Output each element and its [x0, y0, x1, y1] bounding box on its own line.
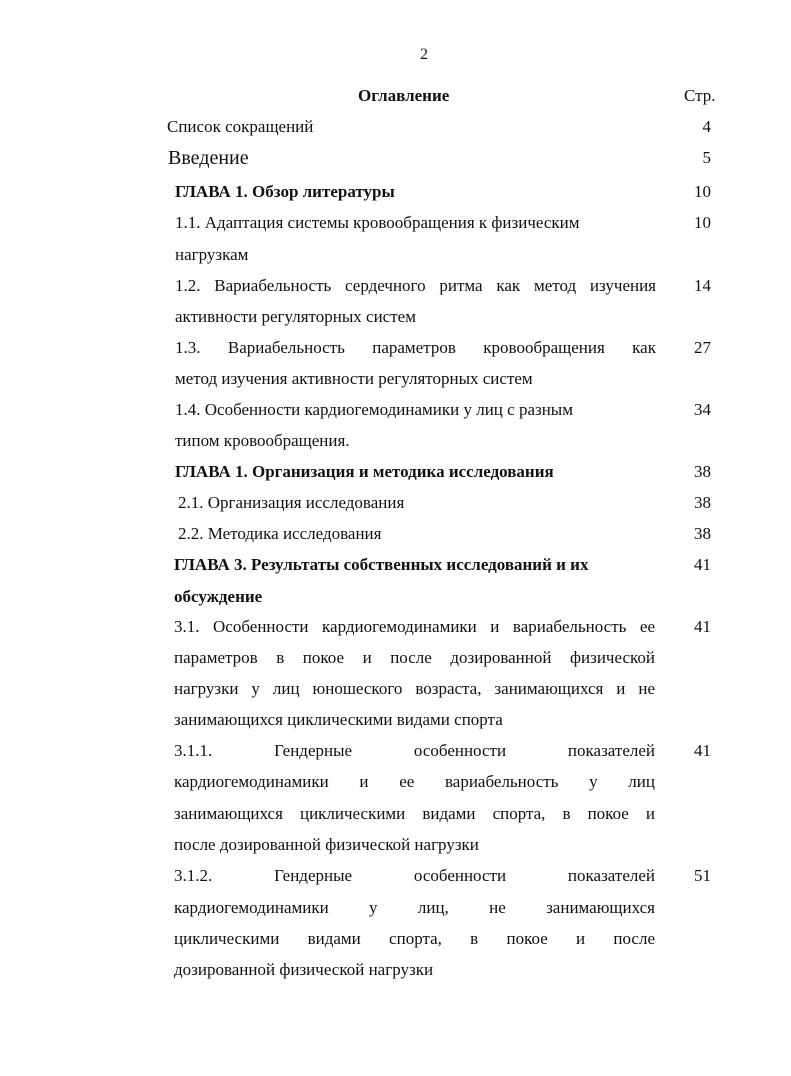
- toc-title: Оглавление: [358, 86, 450, 105]
- toc-entry-3-1-2-line-4[interactable]: дозированной физической нагрузки: [174, 960, 434, 979]
- toc-page-3-1: 41: [694, 617, 711, 636]
- toc-entry-chapter-3-line-1[interactable]: ГЛАВА 3. Результаты собственных исследований и их: [174, 555, 589, 574]
- toc-page-2-1: 38: [694, 493, 711, 512]
- toc-entry-chapter-2[interactable]: ГЛАВА 1. Организация и методика исследования: [175, 462, 554, 481]
- toc-entry-3-1-line-4[interactable]: занимающихся циклическими видами спорта: [174, 710, 503, 729]
- toc-entry-1-4-line-2[interactable]: типом кровообращения.: [175, 431, 350, 450]
- toc-entry-2-2[interactable]: 2.2. Методика исследования: [178, 524, 382, 543]
- toc-entry-3-1-1-line-1[interactable]: 3.1.1. Гендерные особенности показателей: [174, 741, 655, 760]
- toc-entry-1-2-line-2[interactable]: активности регуляторных систем: [175, 307, 416, 326]
- toc-entry-1-1-line-1[interactable]: 1.1. Адаптация системы кровообращения к физическим: [175, 213, 580, 232]
- toc-page-3-1-1: 41: [694, 741, 711, 760]
- toc-entry-1-3-line-2[interactable]: метод изучения активности регуляторных систем: [175, 369, 533, 388]
- toc-entry-2-1[interactable]: 2.1. Организация исследования: [178, 493, 405, 512]
- toc-page-chapter-1: 10: [694, 182, 711, 201]
- toc-entry-1-4-line-1[interactable]: 1.4. Особенности кардиогемодинамики у лиц с разным: [175, 400, 573, 419]
- toc-page-1-1: 10: [694, 213, 711, 232]
- toc-entry-abbreviations[interactable]: Список сокращений: [167, 117, 314, 136]
- toc-entry-chapter-3-line-2[interactable]: обсуждение: [174, 587, 263, 606]
- toc-entry-1-2-line-1[interactable]: 1.2. Вариабельность сердечного ритма как метод изучения: [175, 276, 656, 295]
- toc-entry-3-1-line-1[interactable]: 3.1. Особенности кардиогемодинамики и вариабельность ее: [174, 617, 655, 636]
- toc-page-3-1-2: 51: [694, 866, 711, 885]
- toc-page-abbreviations: 4: [702, 117, 711, 136]
- toc-entry-introduction[interactable]: Введение: [168, 147, 249, 169]
- toc-page-2-2: 38: [694, 524, 711, 543]
- toc-entry-1-1-line-2[interactable]: нагрузкам: [175, 245, 249, 264]
- toc-entry-3-1-line-2[interactable]: параметров в покое и после дозированной физической: [174, 648, 655, 667]
- toc-entry-chapter-1[interactable]: ГЛАВА 1. Обзор литературы: [175, 182, 395, 201]
- toc-entry-1-3-line-1[interactable]: 1.3. Вариабельность параметров кровообращения как: [175, 338, 656, 357]
- toc-entry-3-1-1-line-4[interactable]: после дозированной физической нагрузки: [174, 835, 479, 854]
- toc-entry-3-1-2-line-2[interactable]: кардиогемодинамики у лиц, не занимающихся: [174, 898, 655, 917]
- page-number: 2: [420, 46, 428, 63]
- toc-page-chapter-3: 41: [694, 555, 711, 574]
- page-column-header: Стр.: [684, 86, 716, 105]
- toc-page-chapter-2: 38: [694, 462, 711, 481]
- toc-page-1-2: 14: [694, 276, 711, 295]
- toc-entry-3-1-2-line-1[interactable]: 3.1.2. Гендерные особенности показателей: [174, 866, 655, 885]
- toc-page-1-3: 27: [694, 338, 711, 357]
- toc-entry-3-1-1-line-2[interactable]: кардиогемодинамики и ее вариабельность у лиц: [174, 772, 655, 791]
- toc-entry-3-1-line-3[interactable]: нагрузки у лиц юношеского возраста, занимающихся и не: [174, 679, 655, 698]
- toc-entry-3-1-1-line-3[interactable]: занимающихся циклическими видами спорта, в покое и: [174, 804, 655, 823]
- toc-page-introduction: 5: [702, 148, 711, 167]
- toc-page-1-4: 34: [694, 400, 711, 419]
- toc-entry-3-1-2-line-3[interactable]: циклическими видами спорта, в покое и после: [174, 929, 655, 948]
